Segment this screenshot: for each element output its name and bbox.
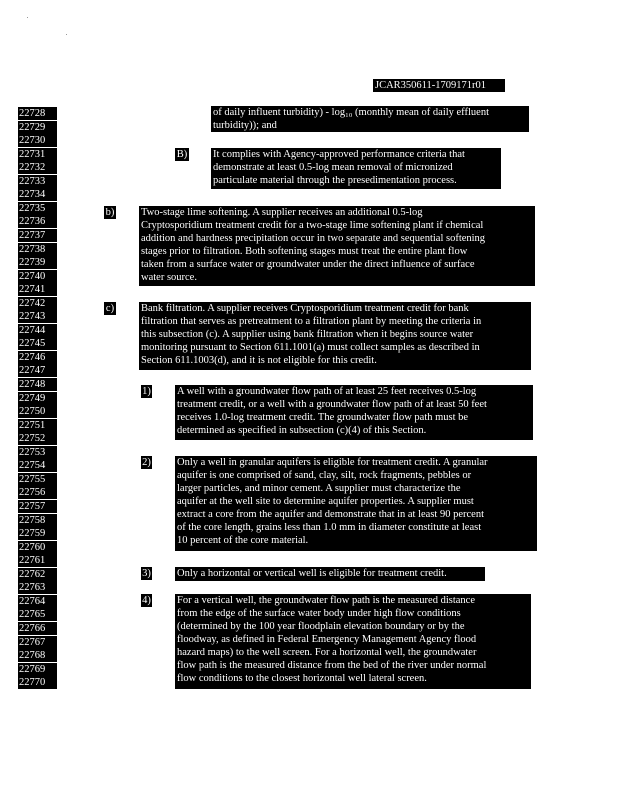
line-number: 22760 [18, 541, 57, 554]
text-line: turbidity)); and [213, 120, 277, 131]
line-number: 22770 [18, 676, 57, 689]
item-c-label: c) [105, 303, 115, 314]
line-number: 22736 [18, 215, 57, 228]
line-number: 22728 [18, 107, 57, 120]
line-number: 22731 [18, 148, 57, 161]
text-line: this subsection (c). A supplier using bank filtration when it begins source water [141, 329, 474, 340]
line-number: 22759 [18, 527, 57, 540]
line-number: 22735 [18, 202, 57, 215]
line-number: 22765 [18, 608, 57, 621]
text-line: stages prior to filtration. Both softening stages must treat the entire plant flow [141, 246, 468, 257]
text-line: Two-stage lime softening. A supplier receives an additional 0.5-log [141, 207, 423, 218]
text-line: flow conditions to the closest horizontal well lateral screen. [177, 673, 427, 684]
line-number: 22749 [18, 392, 57, 405]
text-line: A well with a groundwater flow path of at least 25 feet receives 0.5-log [177, 386, 477, 397]
text-line: determined as specified in subsection (c)(4) of this Section. [177, 425, 427, 436]
intro-text [211, 106, 529, 132]
item-b-label: b) [105, 207, 115, 218]
line-number: 22745 [18, 337, 57, 350]
item-2-text [175, 456, 537, 551]
line-number: 22744 [18, 324, 57, 337]
text-line: of the core length, grains less than 1.0 mm in diameter constitute at least [177, 522, 482, 533]
line-number: 22738 [18, 243, 57, 256]
line-number: 22766 [18, 622, 57, 635]
line-number: 22753 [18, 446, 57, 459]
text-line: from the edge of the surface water body under high flow conditions [177, 608, 461, 619]
text-line: particulate material through the presedimentation process. [213, 175, 457, 186]
line-number: 22730 [18, 134, 57, 147]
text-line: addition and hardness precipitation occur in two separate and sequential softening [141, 233, 486, 244]
item-3-text [175, 567, 485, 581]
line-number: 22732 [18, 161, 57, 174]
document-id-header: JCAR350611-1709171r01 [373, 79, 505, 92]
text-line: 10 percent of the core material. [177, 535, 309, 546]
item-4-text [175, 594, 531, 689]
text-line: hazard maps) to the well screen. For a horizontal well, the groundwater [177, 647, 477, 658]
line-number: 22729 [18, 121, 57, 134]
text-line: flow path is the measured distance from the bed of the river under normal [177, 660, 487, 671]
text-line: floodway, as defined in Federal Emergency Management Agency flood [177, 634, 477, 645]
line-number: 22769 [18, 663, 57, 676]
item-1-text [175, 385, 533, 440]
line-number: 22757 [18, 500, 57, 513]
text-line: taken from a surface water or groundwater under the direct influence of surface [141, 259, 475, 270]
text-line: aquifer at the well site to determine aquifer properties. A supplier must [177, 496, 474, 507]
text-line: filtration that serves as pretreatment to a filtration plant by meeting the criteria in [141, 316, 482, 327]
line-number: 22764 [18, 595, 57, 608]
item-B-label: B) [176, 149, 188, 160]
text-line: of daily influent turbidity) - log₁₀ (monthly mean of daily effluent [213, 107, 489, 118]
text-line: Only a well in granular aquifers is eligible for treatment credit. A granular [177, 457, 488, 468]
line-number: 22767 [18, 636, 57, 649]
line-number: 22739 [18, 256, 57, 269]
line-number: 22737 [18, 229, 57, 242]
item-1-label: 1) [142, 386, 151, 397]
text-line: (determined by the 100 year floodplain elevation boundary or by the [177, 621, 465, 632]
line-number: 22750 [18, 405, 57, 418]
line-number: 22756 [18, 486, 57, 499]
scan-speck [66, 34, 67, 35]
text-line: Bank filtration. A supplier receives Cryptosporidium treatment credit for bank [141, 303, 469, 314]
text-line: Only a horizontal or vertical well is eligible for treatment credit. [177, 568, 447, 579]
line-number: 22763 [18, 581, 57, 594]
text-line: monitoring pursuant to Section 611.1001(a) must collect samples as described in [141, 342, 480, 353]
line-number: 22742 [18, 297, 57, 310]
text-line: demonstrate at least 0.5-log mean removal of micronized [213, 162, 453, 173]
line-number: 22746 [18, 351, 57, 364]
line-number: 22733 [18, 175, 57, 188]
item-c-text [139, 302, 531, 370]
text-line: receives 1.0-log treatment credit. The groundwater flow path must be [177, 412, 469, 423]
text-line: extract a core from the aquifer and demonstrate that in at least 90 percent [177, 509, 484, 520]
item-4-label: 4) [142, 595, 151, 606]
line-number: 22758 [18, 514, 57, 527]
text-line: Section 611.1003(d), and it is not eligible for this credit. [141, 355, 377, 366]
text-line: For a vertical well, the groundwater flow path is the measured distance [177, 595, 475, 606]
line-number: 22755 [18, 473, 57, 486]
scan-speck [27, 17, 28, 18]
line-number: 22748 [18, 378, 57, 391]
text-line: treatment credit, or a well with a groundwater flow path of at least 50 feet [177, 399, 487, 410]
line-number: 22741 [18, 283, 57, 296]
item-2-label: 2) [142, 457, 151, 468]
line-number: 22754 [18, 459, 57, 472]
item-b-text [139, 206, 535, 286]
line-number: 22747 [18, 364, 57, 377]
text-line: Cryptosporidium treatment credit for a two-stage lime softening plant if chemical [141, 220, 484, 231]
line-number: 22768 [18, 649, 57, 662]
text-line: larger particles, and minor cement. A supplier must characterize the [177, 483, 461, 494]
line-number: 22752 [18, 432, 57, 445]
line-number: 22761 [18, 554, 57, 567]
line-number: 22762 [18, 568, 57, 581]
line-number: 22743 [18, 310, 57, 323]
line-number: 22734 [18, 188, 57, 201]
text-line: It complies with Agency-approved performance criteria that [213, 149, 465, 160]
text-line: aquifer is one comprised of sand, clay, silt, rock fragments, pebbles or [177, 470, 472, 481]
text-line: water source. [141, 272, 197, 283]
line-number: 22740 [18, 270, 57, 283]
item-3-label: 3) [142, 568, 151, 579]
line-number: 22751 [18, 419, 57, 432]
item-B-text [211, 148, 501, 189]
